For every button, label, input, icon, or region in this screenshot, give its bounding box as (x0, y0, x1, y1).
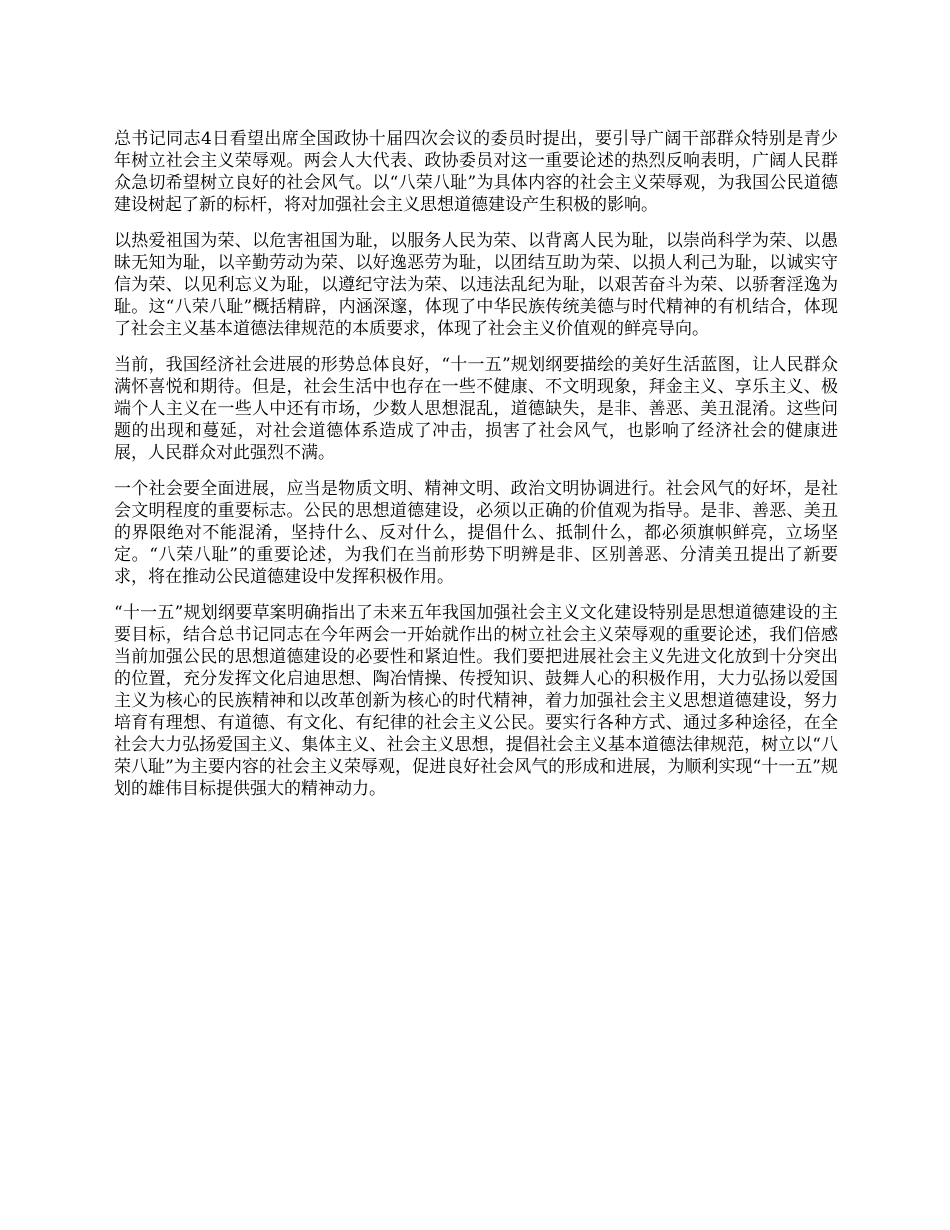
paragraph-2: 以热爱祖国为荣、以危害祖国为耻，以服务人民为荣、以背离人民为耻，以崇尚科学为荣、以愚昧无知为耻，以辛勤劳动为荣、以好逸恶劳为耻，以团结互助为荣、以损人利己为耻，以诚实守信为荣、以见利忘义为耻，以遵纪守法为荣、以违法乱纪为耻，以艰苦奋斗为荣、以骄奢淫逸为耻。这“八荣八耻”概括精辟，内涵深邃，体现了中华民族传统美德与时代精神的有机结合，体现了社会主义基本道德法律规范的本质要求，体现了社会主义价值观的鲜亮导向。 (114, 231, 838, 339)
document-body (114, 128, 838, 800)
paragraph-5: “十一五”规划纲要草案明确指出了未来五年我国加强社会主义文化建设特别是思想道德建设的主要目标，结合总书记同志在今年两会一开始就作出的树立社会主义荣辱观的重要论述，我们倍感当前加强公民的思想道德建设的必要性和紧迫性。我们要把进展社会主义先进文化放到十分突出的位置，充分发挥文化启迪思想、陶冶情操、传授知识、鼓舞人心的积极作用，大力弘扬以爱国主义为核心的民族精神和以改革创新为核心的时代精神，着力加强社会主义思想道德建设，努力培育有理想、有道德、有文化、有纪律的社会主义公民。要实行各种方式、通过多种途径，在全社会大力弘扬爱国主义、集体主义、社会主义思想，提倡社会主义基本道德法律规范，树立以“八荣八耻”为主要内容的社会主义荣辱观，促进良好社会风气的形成和进展，为顺利实现“十一五”规划的雄伟目标提供强大的精神动力。 (114, 603, 838, 799)
paragraph-3: 当前，我国经济社会进展的形势总体良好，“十一五”规划纲要描绘的美好生活蓝图，让人民群众满怀喜悦和期待。但是，社会生活中也存在一些不健康、不文明现象，拜金主义、享乐主义、极端个人主义在一些人中还有市场，少数人思想混乱，道德缺失，是非、善恶、美丑混淆。这些问题的出现和蔓延，对社会道德体系造成了冲击，损害了社会风气，也影响了经济社会的健康进展，人民群众对此强烈不满。 (114, 355, 838, 463)
paragraph-1: 总书记同志4日看望出席全国政协十届四次会议的委员时提出，要引导广阔干部群众特别是青少年树立社会主义荣辱观。两会人大代表、政协委员对这一重要论述的热烈反响表明，广阔人民群众急切希望树立良好的社会风气。以“八荣八耻”为具体内容的社会主义荣辱观，为我国公民道德建设树起了新的标杆，将对加强社会主义思想道德建设产生积极的影响。 (114, 129, 838, 215)
paragraph-4: 一个社会要全面进展，应当是物质文明、精神文明、政治文明协调进行。社会风气的好坏，是社会文明程度的重要标志。公民的思想道德建设，必须以正确的价值观为指导。是非、善恶、美丑的界限绝对不能混淆，坚持什么、反对什么，提倡什么、抵制什么，都必须旗帜鲜亮，立场坚定。“八荣八耻”的重要论述，为我们在当前形势下明辨是非、区别善恶、分清美丑提出了新要求，将在推动公民道德建设中发挥积极作用。 (114, 479, 838, 587)
